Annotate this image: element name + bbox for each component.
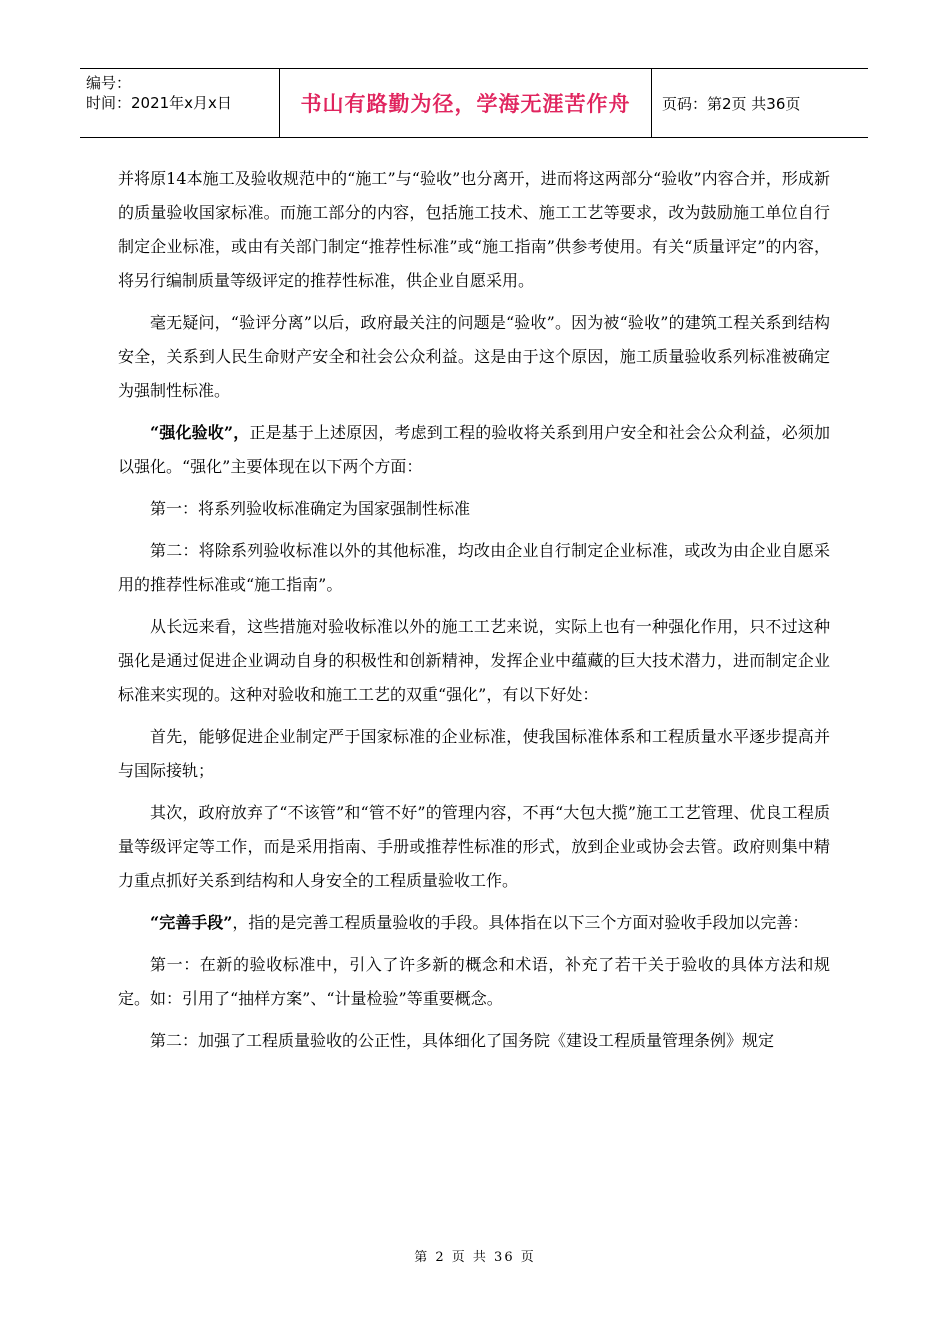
paragraph-text: 首先，能够促进企业制定严于国家标准的企业标准，使我国标准体系和工程质量水平逐步提高并与国际接轨； bbox=[118, 727, 830, 780]
paragraph-text: 第一：将系列验收标准确定为国家强制性标准 bbox=[150, 499, 471, 518]
paragraph-text: 并将原14本施工及验收规范中的“施工”与“验收”也分离开，进而将这两部分“验收”内容合并，形成新的质量验收国家标准。而施工部分的内容，包括施工技术、施工工艺等要求，改为鼓励施工单位自行制定企业标准，或由有关部门制定“推荐性标准”或“施工指南”供参考使用。有关“质量评定”的内容，将另行编制质量等级评定的推荐性标准，供企业自愿采用。 bbox=[118, 169, 830, 290]
paragraph bbox=[118, 906, 830, 940]
paragraph bbox=[118, 796, 830, 898]
document-body bbox=[118, 162, 830, 1066]
paragraph-text: 正是基于上述原因，考虑到工程的验收将关系到用户安全和社会公众利益，必须加以强化。“强化”主要体现在以下两个方面： bbox=[118, 423, 830, 476]
header-info-cell bbox=[80, 69, 280, 137]
paragraph-text: 毫无疑问，“验评分离”以后，政府最关注的问题是“验收”。因为被“验收”的建筑工程关系到结构安全，关系到人民生命财产安全和社会公众利益。这是由于这个原因，施工质量验收系列标准被确定为强制性标准。 bbox=[118, 313, 830, 400]
paragraph-text: 第二：加强了工程质量验收的公正性，具体细化了国务院《建设工程质量管理条例》规定 bbox=[150, 1031, 775, 1050]
page-header bbox=[80, 68, 868, 138]
paragraph-lead-bold: “完善手段” bbox=[150, 913, 233, 932]
paragraph bbox=[118, 948, 830, 1016]
header-motto: 书山有路勤为径，学海无涯苦作舟 bbox=[280, 69, 652, 137]
paragraph bbox=[118, 162, 830, 298]
paragraph-text: 第二：将除系列验收标准以外的其他标准，均改由企业自行制定企业标准，或改为由企业自愿采用的推荐性标准或“施工指南”。 bbox=[118, 541, 830, 594]
paragraph bbox=[118, 534, 830, 602]
paragraph-text: 第一：在新的验收标准中，引入了许多新的概念和术语，补充了若干关于验收的具体方法和规定。如：引用了“抽样方案”、“计量检验”等重要概念。 bbox=[118, 955, 830, 1008]
paragraph bbox=[118, 1024, 830, 1058]
paragraph bbox=[118, 492, 830, 526]
document-date: 时间：2021年x月x日 bbox=[86, 94, 232, 112]
paragraph bbox=[118, 416, 830, 484]
document-number: 编号： bbox=[86, 74, 132, 92]
header-page-code: 页码：第2页 共36页 bbox=[662, 94, 801, 113]
paragraph-text: ，指的是完善工程质量验收的手段。具体指在以下三个方面对验收手段加以完善： bbox=[232, 913, 809, 932]
paragraph bbox=[118, 610, 830, 712]
paragraph bbox=[118, 720, 830, 788]
paragraph-text: 其次，政府放弃了“不该管”和“管不好”的管理内容，不再“大包大揽”施工工艺管理、优良工程质量等级评定等工作，而是采用指南、手册或推荐性标准的形式，放到企业或协会去管。政府则集中精力重点抓好关系到结构和人身安全的工程质量验收工作。 bbox=[118, 803, 830, 890]
paragraph bbox=[118, 306, 830, 408]
page-footer: 第 2 页 共 36 页 bbox=[414, 1250, 536, 1265]
paragraph-text: 从长远来看，这些措施对验收标准以外的施工工艺来说，实际上也有一种强化作用，只不过这种强化是通过促进企业调动自身的积极性和创新精神，发挥企业中蕴藏的巨大技术潜力，进而制定企业标准来实现的。这种对验收和施工工艺的双重“强化”，有以下好处： bbox=[118, 617, 830, 704]
paragraph-lead-bold: “强化验收”， bbox=[150, 423, 250, 442]
